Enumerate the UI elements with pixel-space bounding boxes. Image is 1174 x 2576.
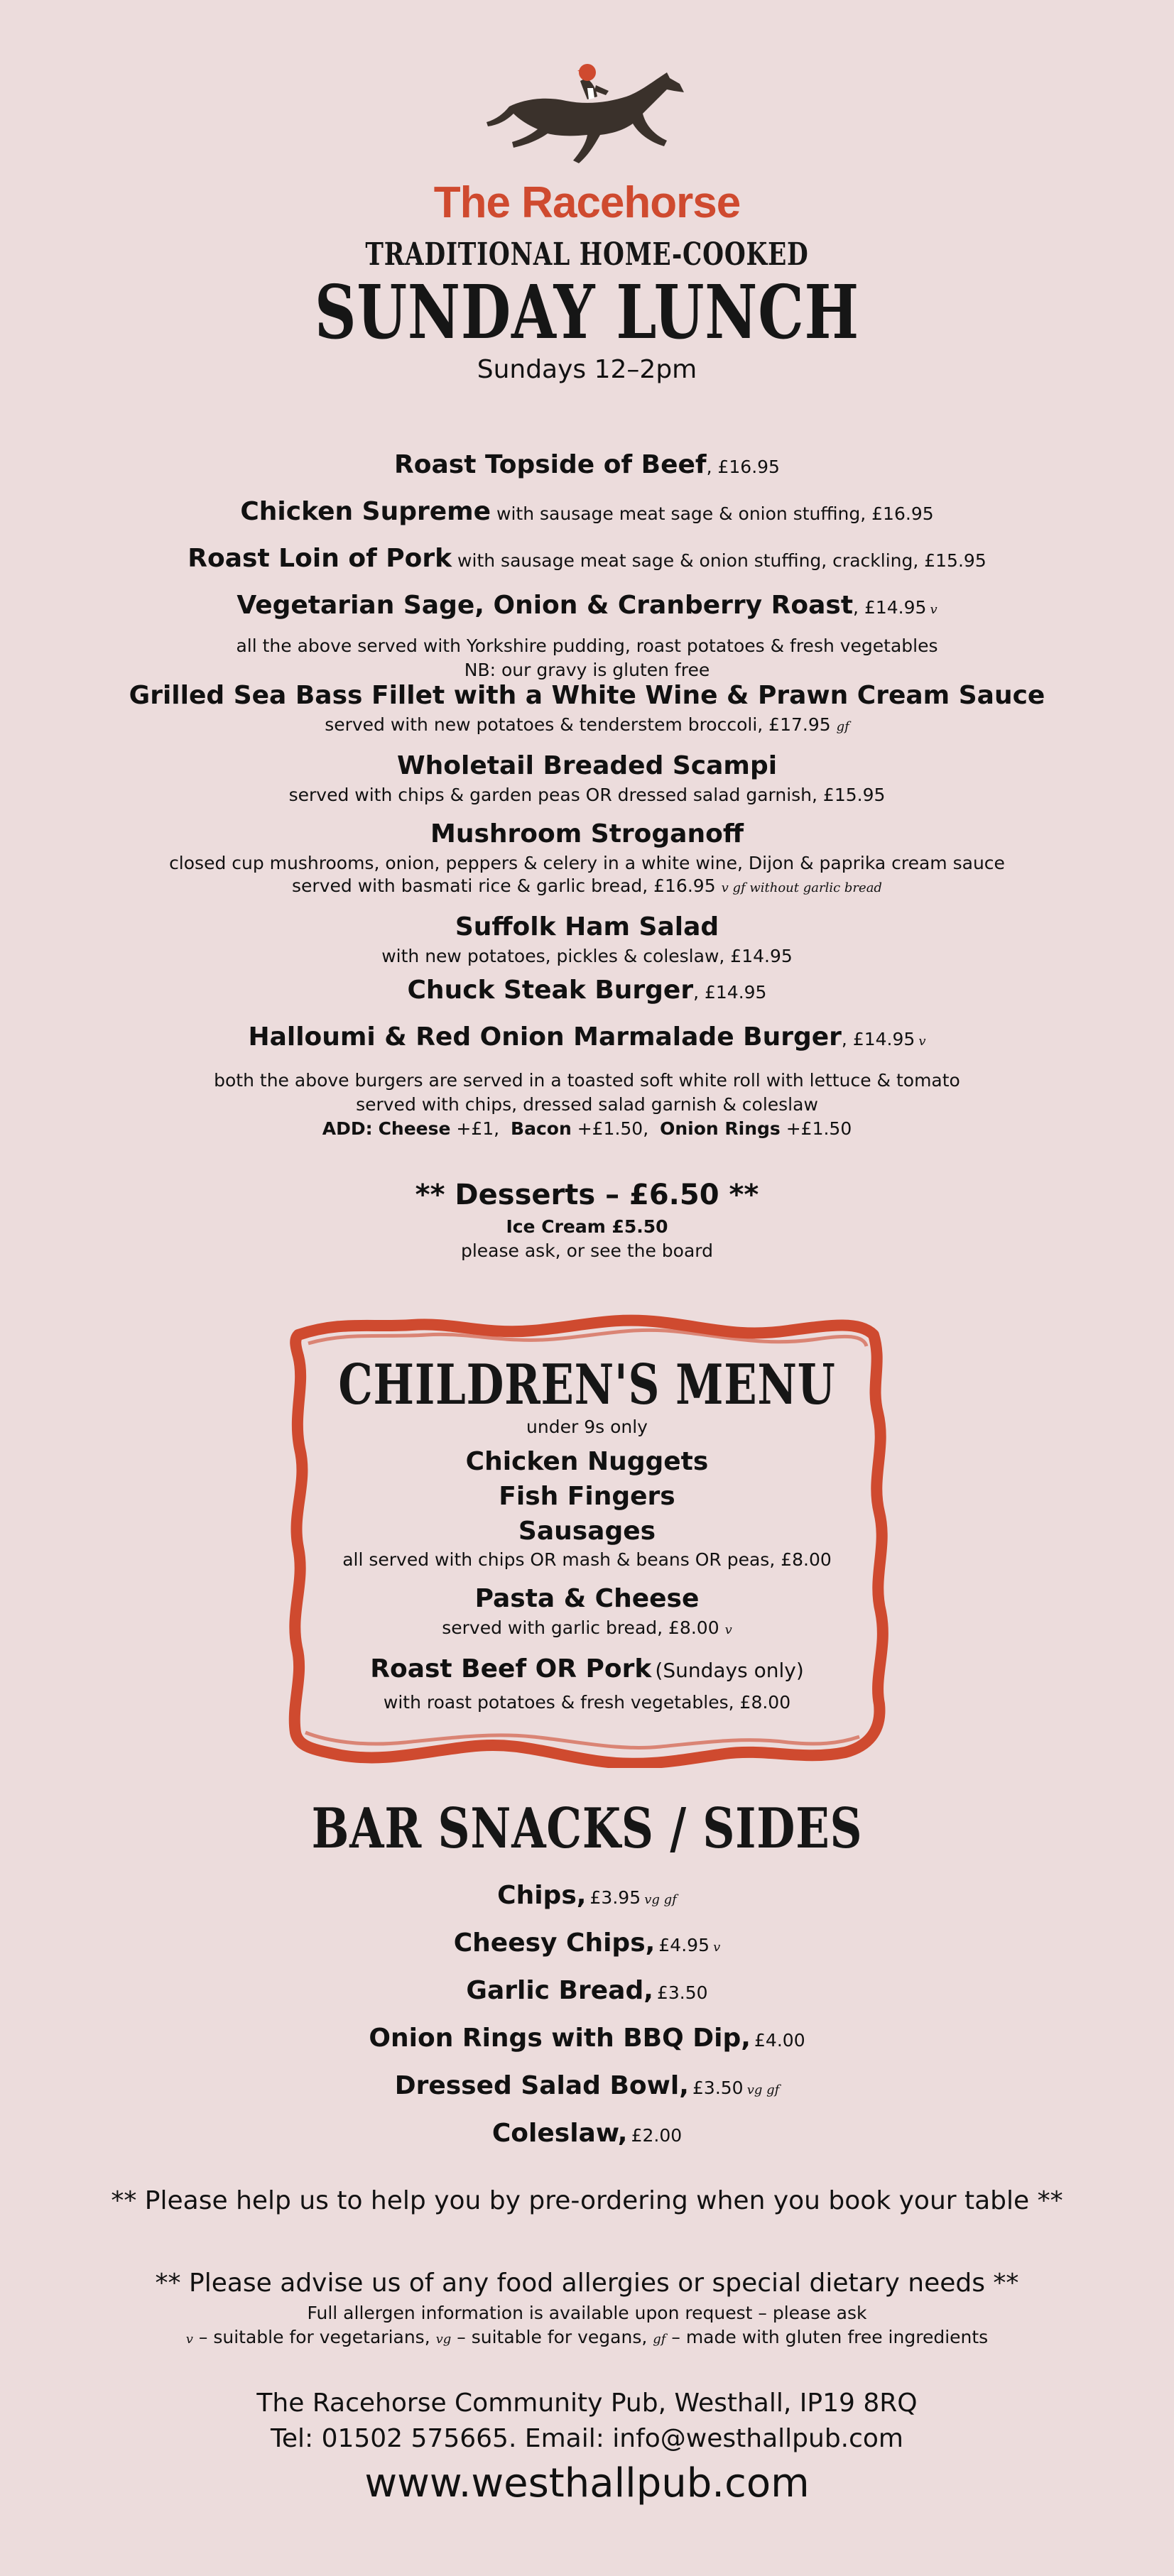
dish-name: Chicken Supreme [240, 497, 491, 526]
burger-list [0, 969, 1174, 1141]
dish-description: with sausage meat sage & onion stuffing, crackling, £15.95 [452, 550, 987, 571]
dish-name: Vegetarian Sage, Onion & Cranberry Roast [237, 591, 854, 620]
snack-list [0, 1874, 1174, 2159]
dish-description: with sausage meat sage & onion stuffing, £16.95 [491, 503, 934, 524]
addon-price: +£1, [450, 1118, 500, 1139]
kids-items-note: all served with chips OR mash & beans OR peas, £8.00 [342, 1549, 832, 1570]
pub-contact: Tel: 01502 575665. Email: info@westhallpub.com [270, 2424, 904, 2453]
burger-note: both the above burgers are served in a toasted soft white roll with lettuce & tomato [214, 1070, 960, 1091]
dietary-key [0, 2325, 1174, 2352]
kids-item [0, 1652, 1174, 1691]
kids-item: Sausages [518, 1517, 656, 1546]
snack-name: Dressed Salad Bowl, [394, 2071, 689, 2100]
desserts-note: please ask, or see the board [460, 1240, 713, 1261]
snack-name: Onion Rings with BBQ Dip, [369, 2024, 751, 2053]
snack-name: Chips, [497, 1881, 587, 1910]
dish-name: Suffolk Ham Salad [455, 912, 719, 942]
kids-item-name: Roast Beef OR Pork [370, 1654, 652, 1683]
allergen-info: Full allergen information is available upon request – please ask [307, 2303, 867, 2323]
key-text: – suitable for vegetarians, [192, 2327, 436, 2347]
desserts-section [0, 1175, 1174, 1263]
kids-item: Pasta & Cheese [474, 1584, 700, 1613]
snack-item [0, 2016, 1174, 2064]
snack-name: Cheesy Chips, [453, 1928, 656, 1958]
snack-price: £2.00 [631, 2125, 683, 2146]
addon-price: +£1.50, [571, 1118, 649, 1139]
dish-description-text: served with basmati rice & garlic bread, £16.95 [292, 875, 716, 896]
kids-item-suffix: (Sundays only) [655, 1659, 804, 1682]
menu-item [0, 444, 1174, 491]
desserts-title: ** Desserts – £6.50 ** [415, 1179, 759, 1211]
roast-note: all the above served with Yorkshire pudding, roast potatoes & fresh vegetables [236, 635, 938, 656]
website-link[interactable]: www.westhallpub.com [364, 2460, 810, 2506]
snack-item [0, 1921, 1174, 1969]
addon-name: Cheese [378, 1118, 451, 1139]
notices [0, 2183, 1174, 2352]
racehorse-logo-icon [481, 57, 694, 178]
dish-name: Roast Loin of Pork [187, 544, 452, 573]
dish-price: , £14.95 [853, 597, 927, 618]
addon-name: Onion Rings [660, 1118, 781, 1139]
gluten-free-tag: gf [836, 719, 849, 734]
gravy-note: NB: our gravy is gluten free [464, 660, 710, 680]
dish-name: Mushroom Stroganoff [430, 819, 744, 848]
vegetarian-tag: v [930, 602, 937, 617]
add-label: ADD: [322, 1118, 373, 1139]
menu-title: SUNDAY LUNCH [315, 268, 859, 356]
childrens-menu [0, 1353, 1174, 1714]
snack-price: £4.95 [658, 1935, 710, 1955]
roast-list [0, 444, 1174, 682]
dish-description-text: served with new potatoes & tenderstem broccoli, £17.95 [325, 714, 831, 735]
dietary-tag: vg gf [746, 2083, 780, 2097]
addon-name: Bacon [511, 1118, 572, 1139]
key-text: – suitable for vegans, [451, 2327, 653, 2347]
menu-item [0, 1016, 1174, 1063]
dish-name: Halloumi & Red Onion Marmalade Burger [248, 1022, 842, 1052]
dietary-tag: v [713, 1940, 721, 1955]
snack-name: Garlic Bread, [466, 1976, 653, 2005]
bar-snacks-title: BAR SNACKS / SIDES [311, 1796, 863, 1861]
header [0, 57, 1174, 384]
kids-item-description-text: served with garlic bread, £8.00 [442, 1617, 719, 1638]
menu-item [0, 969, 1174, 1016]
dish-name: Chuck Steak Burger [407, 976, 694, 1005]
dish-price: , £14.95 [693, 982, 767, 1003]
dish-description [0, 875, 1174, 900]
footer [0, 2386, 1174, 2511]
kids-item: Fish Fingers [499, 1482, 675, 1511]
menu-item [0, 537, 1174, 584]
vegetarian-tag: v [724, 1622, 732, 1637]
snack-item [0, 2064, 1174, 2112]
brand-name: The Racehorse [433, 178, 741, 227]
addon-price: +£1.50 [780, 1118, 852, 1139]
snack-item [0, 1874, 1174, 1921]
vegetarian-tag: v [918, 1034, 926, 1049]
childrens-menu-subtitle: under 9s only [526, 1417, 648, 1437]
vegetarian-tag: v [185, 2332, 193, 2347]
pub-address: The Racehorse Community Pub, Westhall, IP19 8RQ [256, 2389, 918, 2418]
dish-name: Roast Topside of Beef [394, 450, 707, 479]
bar-snacks-section [0, 1796, 1174, 2159]
allergy-notice: ** Please advise us of any food allergies or special dietary needs ** [155, 2269, 1019, 2298]
dish-description [0, 714, 1174, 738]
dish-description: served with chips & garden peas OR dressed salad garnish, £15.95 [288, 785, 886, 805]
snack-name: Coleslaw, [491, 2119, 628, 2148]
snack-price: £4.00 [754, 2030, 805, 2051]
menu-subtitle: TRADITIONAL HOME-COOKED [365, 236, 809, 273]
preorder-notice: ** Please help us to help you by pre-ordering when you book your table ** [111, 2186, 1063, 2215]
dish-description: with new potatoes, pickles & coleslaw, £14.95 [381, 946, 793, 966]
snack-item [0, 2112, 1174, 2159]
kids-item-description [0, 1617, 1174, 1642]
kids-item-description: with roast potatoes & fresh vegetables, £8.00 [383, 1692, 791, 1713]
snack-price: £3.50 [692, 2078, 744, 2098]
dish-description: closed cup mushrooms, onion, peppers & celery in a white wine, Dijon & paprika cream sauce [169, 853, 1005, 873]
vegan-tag: vg [435, 2332, 452, 2347]
childrens-menu-title: CHILDREN'S MENU [338, 1353, 836, 1417]
dish-price: , £16.95 [706, 457, 780, 477]
menu-item [0, 491, 1174, 537]
snack-item [0, 1969, 1174, 2016]
dish-name: Grilled Sea Bass Fillet with a White Wine & Prawn Cream Sauce [129, 681, 1045, 710]
burger-addons [0, 1117, 1174, 1141]
snack-price: £3.50 [657, 1982, 708, 2003]
key-text: – made with gluten free ingredients [665, 2327, 989, 2347]
specials-list [0, 678, 1174, 968]
dish-name: Wholetail Breaded Scampi [396, 751, 778, 780]
serving-hours: Sundays 12–2pm [477, 355, 697, 384]
dish-price: , £14.95 [841, 1029, 915, 1049]
burger-note: served with chips, dressed salad garnish & coleslaw [356, 1094, 818, 1115]
menu-item [0, 584, 1174, 631]
gluten-free-tag: gf [653, 2332, 666, 2347]
ice-cream-price: Ice Cream £5.50 [506, 1216, 668, 1237]
dietary-tag: vg gf [644, 1892, 677, 1907]
kids-item: Chicken Nuggets [465, 1447, 709, 1476]
dietary-tag: v gf without garlic bread [721, 880, 882, 895]
snack-price: £3.95 [589, 1887, 641, 1908]
